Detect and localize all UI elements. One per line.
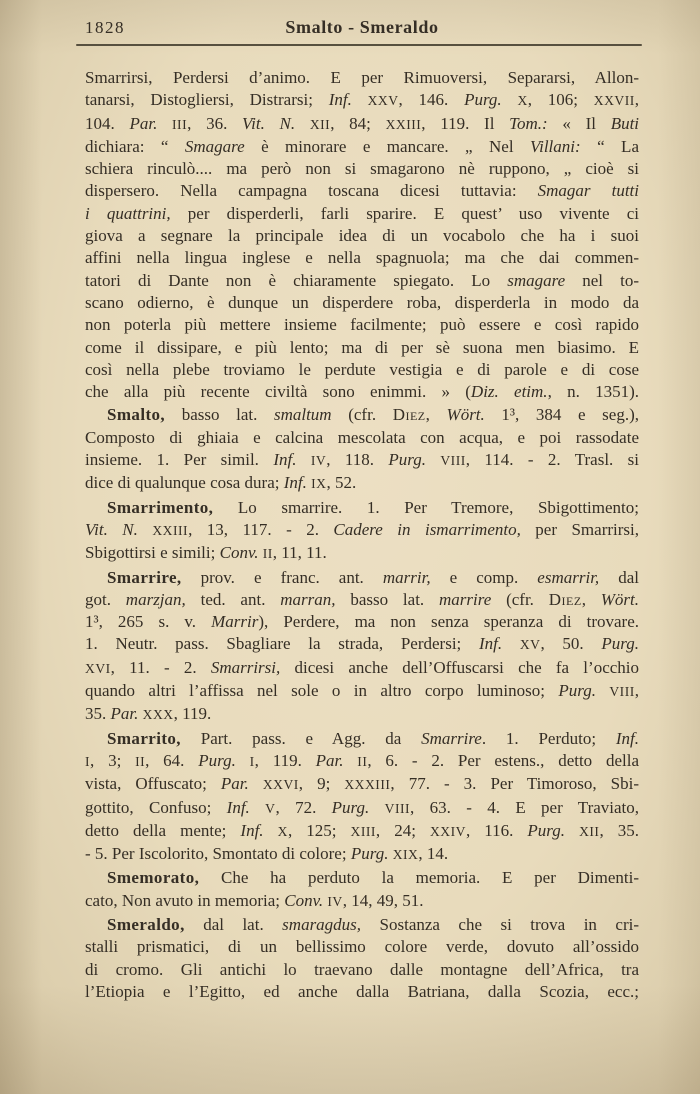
entry-smarrito (85, 728, 639, 867)
text-segment: Par. (315, 750, 344, 770)
text-segment (236, 751, 250, 770)
text-line (85, 67, 639, 89)
text-segment: , 125; (287, 820, 351, 840)
text-segment (296, 450, 310, 469)
text-segment: ted. ant. (185, 589, 281, 609)
text-segment: Inf. (240, 820, 264, 840)
text-line (85, 381, 639, 403)
text-segment (352, 90, 368, 109)
text-segment: , 3; (90, 750, 136, 770)
text-segment: Purg. (350, 844, 389, 864)
text-line (85, 497, 639, 519)
text-segment: , 50. (540, 634, 602, 654)
text-segment: X (517, 93, 528, 109)
text-segment: Diz. etim. (470, 382, 548, 402)
text-segment (502, 90, 518, 109)
text-segment: , 63. - 4. E per Traviato, (410, 797, 640, 817)
text-segment (344, 751, 358, 770)
text-segment: XII (309, 116, 331, 132)
text-segment: , 6. - 2. Per estens., detto della (367, 750, 640, 770)
text-line (85, 337, 639, 359)
text-segment: Smarrirsi, Perdersi d’animo. E per Rimuoversi, Separarsi, Allon- (85, 68, 639, 87)
text-segment: Smarrirsi, (210, 657, 281, 677)
text-segment: Purg. (388, 450, 426, 470)
text-line (85, 359, 639, 381)
text-segment: , 14. (418, 844, 449, 864)
text-segment: 104. (85, 113, 130, 133)
text-segment: XXVI (262, 777, 299, 793)
text-segment: , 106; (527, 90, 594, 110)
text-segment: di cromo. Gli antichi lo traevano dalle montagne dell’Africa, tra (85, 959, 639, 979)
text-segment: e comp. (430, 567, 538, 587)
text-segment: , (425, 405, 447, 425)
text-segment: XXIV (429, 823, 466, 839)
text-segment: XXV (367, 93, 399, 109)
text-line (85, 472, 639, 495)
text-segment: così nella plebe troviamo le perdute vestigia e di parole e di cose (85, 359, 639, 379)
text-segment: “ La (580, 136, 639, 156)
text-segment: , 116. (465, 820, 528, 840)
text-segment: tanarsi, Distogliersi, Distrarsi; (85, 90, 329, 110)
text-line (85, 89, 639, 112)
text-line (85, 203, 639, 225)
text-segment: stalli prismatici, di un bellissimo colore verde, dovuto all’ossido (85, 937, 639, 957)
text-line (85, 981, 639, 1003)
text-line (85, 449, 639, 472)
text-segment: cato, Non avuto in memoria; (85, 890, 285, 910)
text-segment: dice di qualunque cosa dura; (85, 473, 284, 493)
text-segment: , 119. Il (421, 113, 510, 133)
text-segment: Inf. (328, 90, 352, 110)
text-line (85, 867, 639, 889)
text-segment: Par. (110, 704, 139, 724)
text-line (85, 427, 639, 449)
text-line (85, 703, 639, 726)
text-segment: Diez (548, 589, 582, 609)
text-segment: (cfr. (331, 405, 393, 425)
text-segment: vista, Offuscato; (85, 774, 221, 794)
entry-headword: Smarrimento, (107, 497, 214, 517)
text-segment: Composto di ghiaia e calcina mescolata con acqua, e poi rassodate (85, 427, 639, 447)
text-segment: i quattrini, (85, 203, 171, 223)
text-segment: Lo smarrire. 1. Per Tremore, Sbigottimento; (213, 497, 639, 517)
text-line (85, 633, 639, 656)
text-segment: , (634, 681, 639, 701)
text-segment: II (262, 546, 273, 562)
text-segment: marran, (280, 589, 336, 609)
text-segment (157, 114, 172, 133)
text-line (85, 567, 639, 589)
text-segment: , 64. (145, 750, 199, 770)
text-segment: . 1. Perduto; (481, 728, 616, 748)
text-line (85, 113, 639, 136)
text-line (85, 680, 639, 703)
text-segment: XIX (392, 847, 419, 863)
text-segment: XXIII (385, 116, 422, 132)
text-segment: Che ha perduto la memoria. E per Dimenti- (199, 868, 639, 888)
text-segment: Par. (220, 774, 249, 794)
text-line (85, 589, 639, 611)
text-segment: , 72. (275, 797, 332, 817)
text-segment: dichiara: “ (85, 136, 185, 156)
text-segment: I (249, 753, 255, 769)
text-segment: Conv. (219, 543, 259, 563)
text-segment: 1³, 384 e seg.), (484, 405, 640, 425)
text-line (85, 959, 639, 981)
text-body (85, 67, 639, 1003)
entry-headword: Smeraldo, (107, 914, 185, 934)
text-segment: , (634, 90, 640, 110)
text-segment: Cadere in ismarrimento, (333, 519, 521, 539)
text-segment: VIII (384, 800, 411, 816)
text-segment: , 114. - 2. Trasl. si (465, 450, 640, 470)
text-segment (250, 798, 265, 817)
text-segment: II (357, 753, 368, 769)
text-segment: , 84; (330, 113, 386, 133)
text-segment: X (277, 823, 288, 839)
text-segment: affini nella lingua inglese e nella spagnuola; ma che dai commen- (85, 248, 639, 268)
text-segment: 35. (85, 704, 111, 724)
text-segment: XII (579, 823, 600, 839)
text-segment: smaragdus, (282, 914, 362, 934)
text-segment: Smagare (184, 136, 245, 156)
text-segment: marrire (439, 589, 492, 609)
text-line (85, 611, 639, 633)
text-line (85, 914, 639, 936)
text-segment: Purg. (198, 750, 236, 770)
text-line (85, 247, 639, 269)
text-segment: smaltum (273, 405, 332, 425)
text-line (85, 292, 639, 314)
text-segment (295, 114, 310, 133)
text-segment: Inf. (273, 450, 297, 470)
entry-smarrire (85, 567, 639, 727)
text-segment: VIII (609, 684, 635, 700)
header-rule (76, 44, 642, 46)
text-segment: che alla più recente civiltà sono enimmi. » ( (85, 382, 471, 402)
entry-smeraldo (85, 914, 639, 1003)
text-segment: Sbigottirsi e simili; (85, 543, 220, 563)
text-line (85, 797, 639, 820)
text-segment: XXX (142, 707, 174, 723)
text-segment: , 119. (173, 704, 212, 724)
text-segment: marrir, (382, 567, 431, 587)
text-segment: Inf. (226, 797, 250, 817)
text-segment: Inf. (478, 634, 503, 654)
text-segment: , n. 1351). (547, 382, 639, 402)
page-number: 1828 (85, 18, 125, 37)
text-line (85, 542, 639, 565)
text-segment: - 5. Per Iscolorito, Smontato di colore; (85, 844, 351, 864)
text-segment: 1. Neutr. pass. Sbagliare la strada, Perdersi; (85, 634, 479, 654)
text-segment: Smagar tutti (537, 181, 640, 201)
entry-headword: Smarrito, (107, 728, 181, 748)
text-segment: quando altri l’affissa nel sole o in altro corpo luminoso; (85, 681, 559, 701)
text-segment: esmarrir, (537, 567, 600, 587)
text-segment: XXVII (593, 93, 635, 109)
text-segment: dicesi anche dell’Offuscarsi che fa l’occhio (280, 657, 640, 677)
text-segment: XVI (85, 660, 111, 676)
text-segment: , 13, 117. - 2. (188, 519, 334, 539)
text-segment: 1³, 265 s. v. (85, 612, 212, 632)
text-segment: Marrir (211, 612, 259, 632)
text-segment: II (135, 753, 146, 769)
text-segment: , 11, 11. (272, 543, 327, 563)
text-segment: , 146. (398, 90, 465, 110)
text-segment: IX (311, 476, 327, 492)
text-line (85, 820, 639, 843)
text-segment: Inf. (283, 473, 307, 493)
text-line (85, 728, 639, 750)
text-segment: Purg. (527, 820, 566, 840)
entry-smarrimento (85, 497, 639, 566)
text-segment (565, 821, 579, 840)
text-segment (369, 798, 384, 817)
text-segment: non poterla più mettere insieme facilmente; può essere e così rapido (85, 315, 639, 335)
text-line (85, 404, 639, 426)
text-segment: IV (310, 453, 327, 469)
entry-smalto (85, 404, 639, 495)
text-segment: , 35. (599, 820, 639, 840)
text-segment: per Smarrirsi, (520, 519, 639, 539)
text-line (85, 180, 639, 202)
text-segment: , 11. - 2. (110, 657, 211, 677)
text-segment: , 118. (326, 450, 389, 470)
text-segment: Smarrire (421, 728, 482, 748)
text-segment: , 36. (187, 113, 243, 133)
text-segment: Sostanza che si trova in cri- (361, 914, 639, 934)
text-segment: I (85, 753, 91, 769)
text-segment: Vit. N. (242, 113, 296, 133)
text-segment: tatori di Dante non è chiaramente spiegato. Lo (85, 270, 508, 290)
text-segment: XXXIII (344, 777, 391, 793)
text-segment: , 119. (254, 750, 316, 770)
text-segment (249, 774, 263, 793)
text-segment: XV (519, 637, 541, 653)
text-segment: Par. (129, 113, 158, 133)
text-segment: V (265, 800, 276, 816)
text-segment: prov. e franc. ant. (181, 567, 383, 587)
text-line (85, 657, 639, 680)
text-line (85, 843, 639, 866)
text-segment: scano odierno, è dunque un disperdere roba, disperderla in modo da (85, 292, 639, 312)
text-segment: è minorare e mancare. „ Nel (244, 136, 530, 156)
text-segment: Purg. (331, 797, 370, 817)
entry-headword: Smemorato, (107, 868, 200, 888)
text-line (85, 314, 639, 336)
text-line (85, 519, 639, 542)
text-segment: XXIII (152, 522, 189, 538)
text-segment: , 14, 49, 51. (342, 890, 424, 910)
paragraph-smagare-continuation (85, 67, 639, 403)
text-segment: schiera rinculò.... ma però non si smagarono nè ruppono, „ cioè si (85, 159, 639, 179)
text-segment: (cfr. (491, 589, 549, 609)
text-segment: dal lat. (184, 914, 283, 934)
text-segment: , 24; (375, 820, 430, 840)
text-segment (596, 681, 609, 700)
text-segment: basso lat. (335, 589, 439, 609)
text-segment: dispersero. Nella campagna toscana dicesi tuttavia: (85, 181, 538, 201)
text-segment: come il dissipare, e più lento; ma di per sè suona men biasimo. E (85, 337, 639, 357)
text-segment: IV (327, 893, 343, 909)
text-segment: III (172, 116, 188, 132)
text-segment (502, 634, 520, 653)
text-line (85, 890, 639, 913)
text-segment: Purg. (558, 681, 596, 701)
text-segment (138, 520, 152, 539)
text-segment: Tom.: (509, 113, 548, 133)
text-segment (426, 450, 440, 469)
text-segment: Purg. (601, 634, 640, 654)
running-title: Smalto - Smeraldo (285, 17, 439, 37)
text-segment: , (581, 589, 601, 609)
text-segment: smagare (507, 270, 566, 290)
text-segment: got. (85, 589, 126, 609)
text-segment: Conv. (284, 890, 324, 910)
text-segment: l’Etiopia e l’Egitto, ed anche dalla Batriana, dalla Scozia, ecc.; (85, 981, 639, 1001)
text-segment: , 9; (298, 774, 345, 794)
entry-smemorato (85, 867, 639, 913)
text-segment: Part. pass. e Agg. da (180, 728, 422, 748)
text-segment: dal (599, 567, 639, 587)
text-segment: marzjan, (125, 589, 186, 609)
text-segment: , 77. - 3. Per Timoroso, Sbi- (390, 774, 640, 794)
text-line (85, 158, 639, 180)
text-line (85, 750, 639, 773)
text-segment: gottito, Confuso; (85, 797, 227, 817)
text-segment: giova a segnare la principale idea di un vocabolo che ha i suoi (85, 226, 639, 246)
text-segment: « Il (547, 113, 611, 133)
text-segment: nel to- (565, 270, 639, 290)
text-line (85, 225, 639, 247)
text-segment: insieme. 1. Per simil. (85, 450, 274, 470)
text-segment: Buti (610, 113, 640, 133)
text-segment: Diez (392, 405, 426, 425)
text-segment: Vit. N. (85, 519, 138, 539)
text-line (85, 270, 639, 292)
text-segment: Wört. (446, 405, 485, 425)
text-line (85, 936, 639, 958)
text-segment: Wört. (600, 589, 640, 609)
text-segment: VIII (440, 453, 466, 469)
text-segment: Inf. (615, 728, 640, 748)
entry-headword: Smalto, (107, 405, 166, 425)
text-line (85, 773, 639, 796)
text-segment: basso lat. (165, 405, 274, 425)
text-segment: per disperderli, farli sparire. E quest’ uso vivente ci (170, 203, 640, 223)
text-segment: detto della mente; (85, 820, 241, 840)
text-segment: , 52. (326, 473, 357, 493)
text-segment: XIII (350, 823, 376, 839)
text-segment (264, 821, 278, 840)
text-segment: Purg. (464, 90, 502, 110)
text-segment: Villani: (529, 136, 581, 156)
entry-headword: Smarrire, (107, 567, 182, 587)
text-segment: ), Perdere, ma non senza speranza di trovare. (258, 612, 640, 632)
text-line (85, 136, 639, 158)
